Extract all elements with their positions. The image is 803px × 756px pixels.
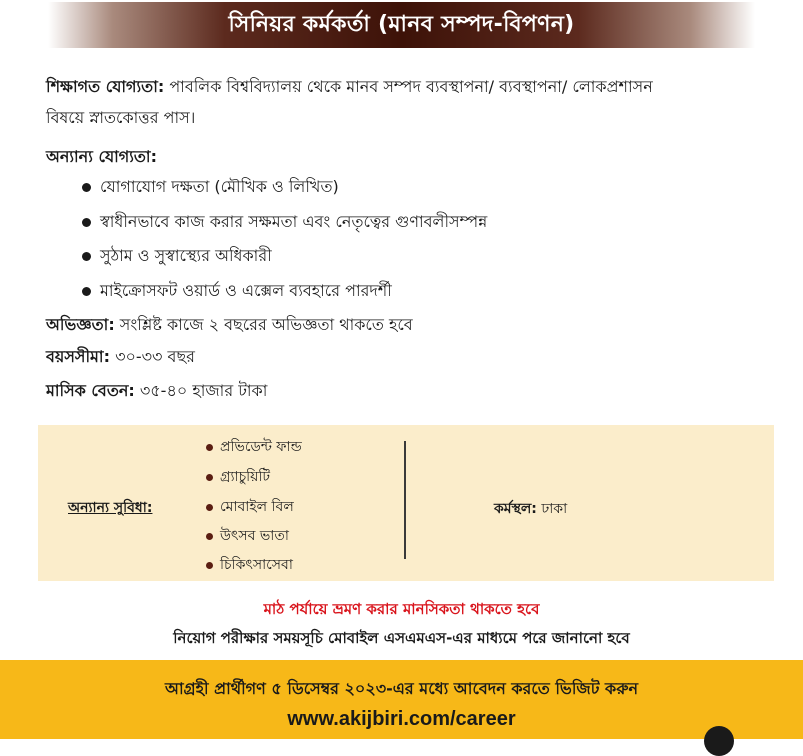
experience-text: সংশ্লিষ্ট কাজে ২ বছরের অভিজ্ঞতা থাকতে হবে <box>114 315 413 334</box>
experience-label: অভিজ্ঞতা: <box>46 315 115 334</box>
list-item: স্বাধীনভাবে কাজ করার সক্ষমতা এবং নেতৃত্বের গুণাবলীসম্পন্ন <box>82 211 487 233</box>
benefits-label: অন্যান্য সুবিধা: <box>68 500 153 516</box>
list-item: সুঠাম ও সুস্বাস্থ্যের অধিকারী <box>82 245 272 267</box>
bullet-icon <box>82 218 91 227</box>
age-line <box>46 346 195 368</box>
benefits-box <box>38 425 774 581</box>
bullet-icon <box>82 287 91 296</box>
workplace <box>494 497 567 521</box>
age-text: ৩০-৩৩ বছর <box>109 347 195 366</box>
career-url-link[interactable]: www.akijbiri.com/career <box>287 708 516 730</box>
salary-text: ৩৫-৪০ হাজার টাকা <box>134 381 268 400</box>
list-item: যোগাযোগ দক্ষতা (মৌখিক ও লিখিত) <box>82 176 339 198</box>
bullet-icon <box>206 562 213 569</box>
job-title: সিনিয়র কর্মকর্তা (মানব সম্পদ-বিপণন) <box>228 11 575 37</box>
list-item: মাইক্রোসফট ওয়ার্ড ও এক্সেল ব্যবহারে পারদর্শী <box>82 280 392 302</box>
education-line-1 <box>46 76 653 98</box>
footer-banner <box>0 660 803 739</box>
benefit-item: চিকিৎসাসেবা <box>206 553 293 577</box>
age-label: বয়সসীমা: <box>46 347 110 366</box>
benefit-item: গ্র্যাচুয়িটি <box>206 465 270 489</box>
education-text-2: বিষয়ে স্নাতকোত্তর পাস। <box>46 108 196 127</box>
education-line-2 <box>46 107 195 129</box>
workplace-label: কর্মস্থল: <box>494 501 537 517</box>
education-text-1: পাবলিক বিশ্ববিদ্যালয় থেকে মানব সম্পদ ব্যবস্থাপনা/ ব্যবস্থাপনা/ লোকপ্রশাসন <box>164 77 653 96</box>
other-qualifications-heading <box>46 146 157 168</box>
benefit-item: মোবাইল বিল <box>206 495 294 519</box>
other-qualifications-label: অন্যান্য যোগ্যতা: <box>46 147 157 166</box>
bullet-icon <box>206 444 213 451</box>
bullet-icon <box>206 504 213 511</box>
salary-label: মাসিক বেতন: <box>46 381 135 400</box>
bullet-icon <box>82 183 91 192</box>
apply-deadline-text: আগ্রহী প্রার্থীগণ ৫ ডিসেম্বর ২০২৩-এর মধ্যে আবেদন করতে ভিজিট করুন <box>164 679 639 698</box>
bullet-icon <box>206 533 213 540</box>
bullet-icon <box>82 252 91 261</box>
exam-schedule-note: নিয়োগ পরীক্ষার সময়সূচি মোবাইল এসএমএস-এর মাধ্যমে পরে জানানো হবে <box>173 629 630 647</box>
experience-line <box>46 314 413 336</box>
benefit-item: উৎসব ভাতা <box>206 524 289 548</box>
vertical-divider <box>404 441 406 559</box>
benefit-item: প্রভিডেন্ট ফান্ড <box>206 435 302 459</box>
salary-line <box>46 380 267 402</box>
education-label: শিক্ষাগত যোগ্যতা: <box>46 77 165 96</box>
workplace-text: ঢাকা <box>536 501 568 517</box>
title-bar <box>0 2 803 48</box>
corner-decoration <box>704 726 734 756</box>
field-travel-note: মাঠ পর্যায়ে ভ্রমণ করার মানসিকতা থাকতে হবে <box>263 600 540 618</box>
bullet-icon <box>206 474 213 481</box>
